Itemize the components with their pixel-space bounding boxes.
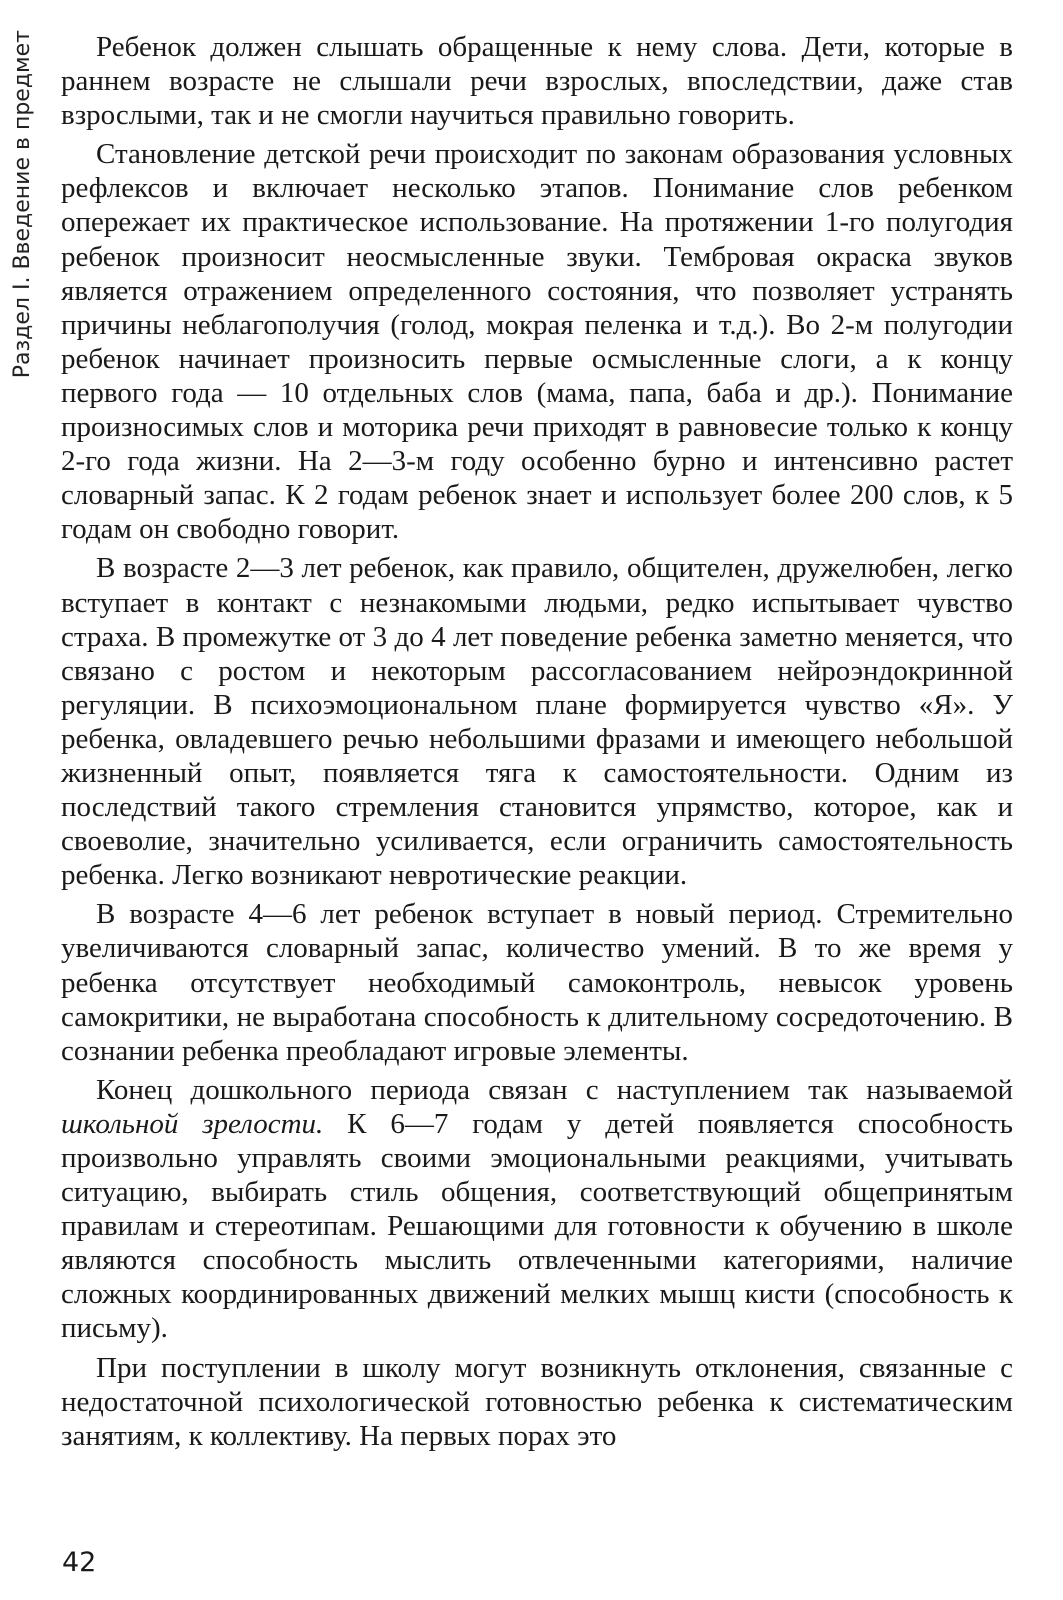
emphasized-term: школьной зрелости. [61,1107,324,1140]
paragraph: В возрасте 2—3 лет ребенок, как правило, общителен, дружелюбен, легко вступает в контакт с незнакомыми людьми, редко испытывает чувство страха. В промежутке от 3 до 4 лет поведение ребенка заметно меняется, что связано с ростом и некоторым рассогласованием нейроэндокринной регуляции. В психоэмоциональном плане формируется чувство «Я». У ребенка, овладевшего речью небольшими фразами и имеющего небольшой жизненный опыт, появляется тяга к самостоятельности. Одним из последствий такого стремления становится упрямство, которое, как и своеволие, значительно усиливается, если ограничить самостоятельность ребенка. Легко возникают невротические реакции. [61,552,1013,892]
running-header [6,30,40,410]
paragraph: Ребенок должен слышать обращенные к нему слова. Дети, которые в раннем возрасте не слышали речи взрослых, впоследствии, даже став взрослыми, так и не смогли научиться правильно говорить. [61,31,1013,132]
paragraph [61,1073,1013,1346]
paragraph-text: К 6—7 годам у детей появляется способность произвольно управлять своими эмоциональными реакциями, учитывать ситуацию, выбирать стиль общения, соответствующий общепринятым правилам и стереотипам. Решающими для готовности к обучению в школе являются способность мыслить отвлеченными категориями, наличие сложных координированных движений мелких мышц кисти (способность к письму). [61,1107,1014,1345]
page-number: 42 [62,1547,97,1578]
running-header-text: Раздел I. Введение в предмет [10,30,35,379]
paragraph: При поступлении в школу могут возникнуть отклонения, связанные с недостаточной психологической готовностью ребенка к систематическим занятиям, к коллективу. На первых порах это [61,1351,1013,1452]
paragraph: Становление детской речи происходит по законам образования условных рефлексов и включает несколько этапов. Понимание слов ребенком опережает их практическое использование. На протяжении 1-го полугодия ребенок произносит неосмысленные звуки. Тембровая окраска звуков является отражением определенного состояния, что позволяет устранять причины неблагополучия (голод, мокрая пеленка и т.д.). Во 2-м полугодии ребенок начинает произносить первые осмысленные слоги, а к концу первого года — 10 отдельных слов (мама, папа, баба и др.). Понимание произносимых слов и моторика речи приходят в равновесие только к концу 2-го года жизни. На 2—3-м году особенно бурно и интенсивно растет словарный запас. К 2 годам ребенок знает и использует более 200 слов, к 5 годам он свободно говорит. [61,138,1013,546]
paragraph: В возрасте 4—6 лет ребенок вступает в новый период. Стремительно увеличиваются словарный запас, количество умений. В то же время у ребенка отсутствует необходимый самоконтроль, невысок уровень самокритики, не выработана способность к длительному сосредоточению. В сознании ребенка преобладают игровые элементы. [61,898,1013,1067]
body-text [61,30,1013,1453]
paragraph-text: Конец дошкольного периода связан с наступлением так называемой [96,1073,1013,1106]
